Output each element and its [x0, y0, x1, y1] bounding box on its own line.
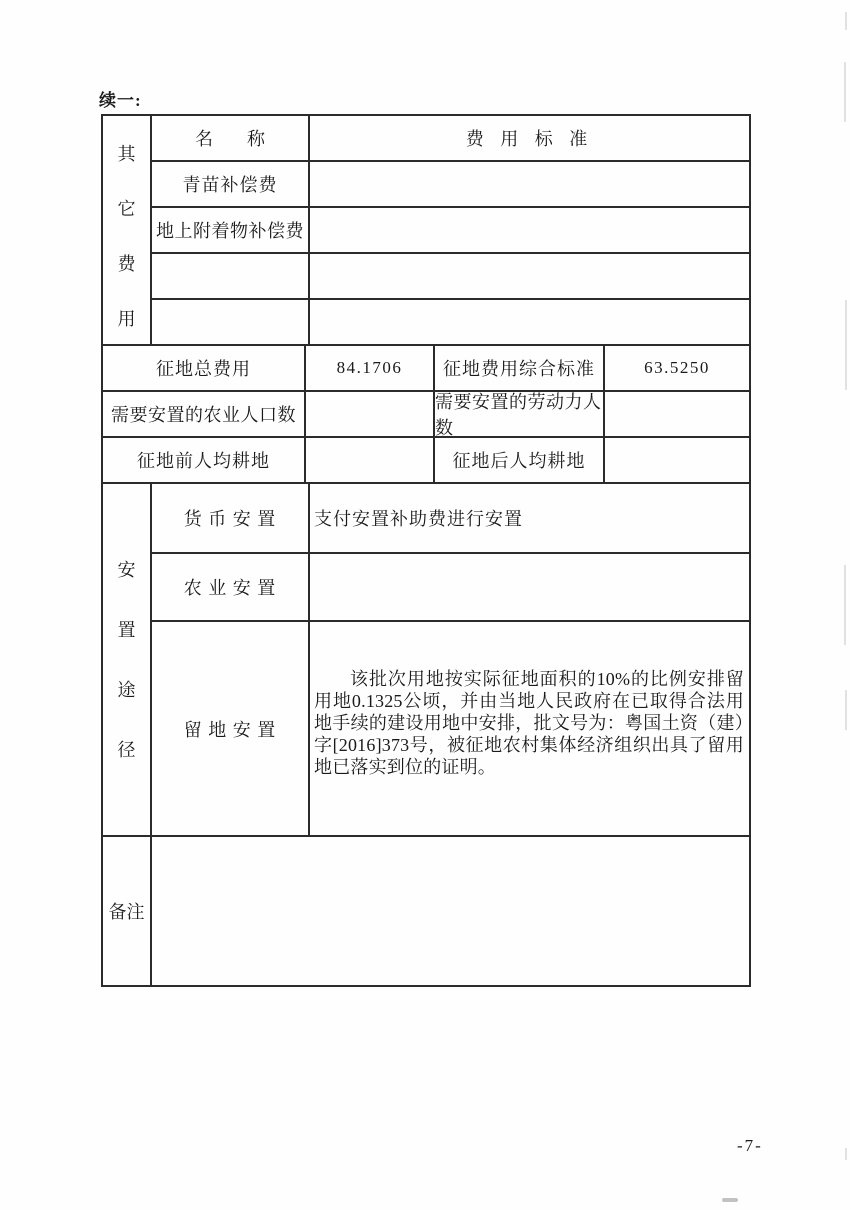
value-total-cost: 84.1706: [306, 346, 433, 390]
other-fees-section: [103, 116, 749, 344]
scan-artifact: [844, 62, 846, 122]
scan-artifact: [722, 1198, 738, 1202]
value-farmland-after: [605, 438, 749, 482]
resettlement-section: [103, 484, 749, 835]
reserved-land-paragraph: 该批次用地按实际征地面积的10%的比例安排留用地0.1325公顷，并由当地人民政府在已取得合法用地手续的建设用地中安排，批文号为：粤国土资（建）字[2016]373号，被征地农村集体经济组织出具了留用地已落实到位的证明。: [314, 668, 744, 777]
group-char: 置: [117, 619, 136, 640]
resettlement-group-label: [103, 484, 150, 835]
fee-name-empty: [152, 254, 308, 298]
label-agri-population: 需要安置的农业人口数: [103, 392, 304, 436]
group-char: 用: [117, 308, 136, 329]
group-char: 安: [117, 559, 136, 580]
value-composite-standard: 63.5250: [605, 346, 749, 390]
remarks-content: [152, 837, 749, 985]
value-labor-count: [605, 392, 749, 436]
value-agri-population: [306, 392, 433, 436]
label-farmland-after: 征地后人均耕地: [435, 438, 603, 482]
continuation-label: 续一:: [99, 91, 142, 110]
scan-artifact: [845, 12, 847, 30]
label-total-cost: 征地总费用: [103, 346, 304, 390]
scan-artifact: [845, 690, 847, 730]
label-reserved-land-resettlement: 留 地 安 置: [152, 622, 308, 835]
fee-standard-empty: [310, 254, 749, 298]
content-reserved-land-resettlement: [310, 622, 749, 835]
group-char: 其: [117, 143, 136, 164]
fee-name-young-crop: 青苗补偿费: [152, 162, 308, 206]
group-char: 费: [117, 253, 136, 274]
page-number: -7-: [737, 1136, 763, 1155]
fee-standard-ground-attachments: [310, 208, 749, 252]
group-char: 它: [117, 198, 136, 219]
value-farmland-before: [306, 438, 433, 482]
land-acquisition-table: [101, 114, 751, 987]
column-header-name: 名 称: [152, 116, 308, 160]
remarks-section: [103, 837, 749, 985]
scan-artifact: [845, 300, 847, 390]
label-agricultural-resettlement: 农 业 安 置: [152, 554, 308, 620]
scan-artifact: [845, 1148, 847, 1160]
remarks-label: 备注: [103, 837, 150, 985]
content-monetary-resettlement: 支付安置补助费进行安置: [310, 484, 749, 552]
fee-name-empty: [152, 300, 308, 344]
fee-standard-empty: [310, 300, 749, 344]
label-composite-standard: 征地费用综合标准: [435, 346, 603, 390]
content-agricultural-resettlement: [310, 554, 749, 620]
scan-artifact: [844, 565, 846, 645]
label-monetary-resettlement: 货 币 安 置: [152, 484, 308, 552]
fee-standard-young-crop: [310, 162, 749, 206]
group-char: 途: [117, 679, 136, 700]
group-char: 径: [117, 739, 136, 760]
other-fees-group-label: [103, 116, 150, 344]
label-labor-count: 需要安置的劳动力人数: [435, 392, 602, 436]
summary-section: [103, 346, 749, 482]
label-farmland-before: 征地前人均耕地: [103, 438, 304, 482]
fee-name-ground-attachments: 地上附着物补偿费: [152, 208, 308, 252]
column-header-fee-standard: 费 用 标 准: [310, 116, 749, 160]
